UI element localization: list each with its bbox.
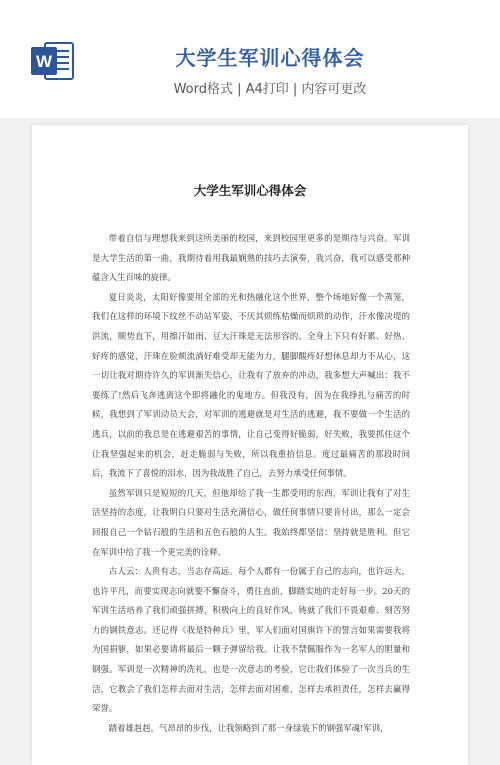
banner-subtitle: Word格式 | A4打印 | 内容可更改 [173,82,367,97]
word-icon-letter: W [35,52,53,71]
paragraph: 踏着雄赳赳，气昂昂的步伐，让我领略到了那一身绿装下的钢强军魂!军训， [108,722,389,733]
paragraph: 带着自信与理想我来到这所美丽的校园，来到校园里更多的是期待与兴奋。军训是大学生活的第一曲，我期待着用我最娴熟的技巧去演奏，我兴奋，我可以感受那种蕴含人生百味的旋律。 [92,233,410,283]
document-title: 大学生军训心得体会 [193,183,307,198]
document-page [32,125,468,765]
paragraph: 夏日炎炎，太阳好像要用全部的光和热融化这个世界，整个场地好像一个蒸笼，我们在这样的环境下纹丝不动站军姿，不厌其烦练枯燥而烦琐的动作，汗水像决堤的洪流，顺势直下，用擦汗如雨、豆大汗珠是无法形容的。全身上下只有好累、好热、好疼的感觉，汗珠在脸颊流淌好难受却无能为力，腿脚酸疼好想休息却力不从心，这一切让我对期待许久的军训渐失信心，让我有了放弃的冲动，我多想大声喊出：我不要练了!然后飞奔逃离这个即将融化的鬼地方。但我没有，因为在我挣扎与痛苦的时候，我想到了军训动员大会，对军训的逃避就是对生活的逃避，我不要做一个生活的逃兵，以前的我总是在逃避艰苦的事情，让自己变得好脆弱，好失败，我要抓住这个让我坚强起来的机会，赶走脆弱与失败，所以我重拾信息。度过最痛苦的那段时间后，我流下了喜悦的泪水，因为我战胜了自己，去努力承受任何事情。 [92,291,410,479]
banner [0,0,500,118]
paragraph: 虽然军训只是短短的几天，但他却给了我一生都受用的东西，军训让我有了对生活坚持的态度，让我明白只要对生活充满信心，做任何事情只要肯付出，那么一定会回报自己一个钻石般的生活和五色石般的人生。我始终都坚信：坚持就是胜利。但它在军训中给了我一个更完美的诠释。 [92,487,410,557]
paragraph: 古人云：人贵有志，当志存高远。每个人都有一份属于自己的志向，也许远大，也许平凡，而要实现志向就要不懈奋斗，勇往直前，脚踏实地的走好每一步。20天的军训生活培养了我们顽强拼搏，积极向上的良好作风，铸就了我们不畏艰难、刻苦努力的钢铁意志。还记得《我是特种兵》里，军人们面对国旗许下的誓言如果需要我将为国捐躯，如果必要请将最后一颗子弹留给我。让我不禁佩服作为一名军人的胆量和钢强。军训是一次精神的洗礼，也是一次意志的考验，它让我们体验了一次当兵的生活，它教会了我们怎样去面对生活，怎样去面对困难，怎样去承担责任，怎样去赢得荣誉。 [92,566,410,714]
document-body [92,229,410,738]
banner-title: 大学生军训心得体会 [175,46,365,70]
word-document-icon [29,40,75,82]
